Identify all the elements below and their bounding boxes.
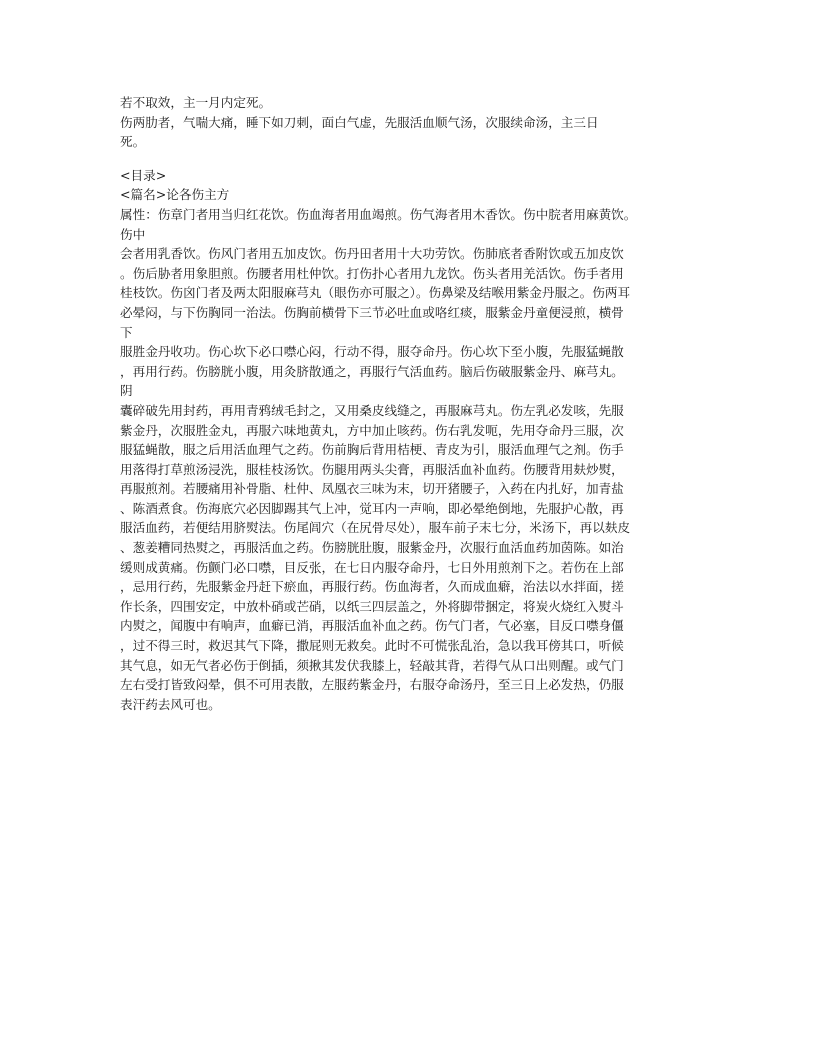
paragraph-gap: [120, 152, 700, 166]
section-block: [120, 166, 700, 715]
text-line: 伤两肋者，气喘大痛，睡下如刀刺，面白气虚，先服活血顺气汤，次服续命汤，主三日: [120, 114, 599, 130]
text-line: 桂枝饮。伤囟门者及两太阳服麻芎丸（眼伤亦可服之）。伤鼻梁及结喉用紫金丹服之。伤两耳: [120, 285, 631, 301]
text-line: 作长条，四围安定，中放朴硝或芒硝，以纸三四层盖之，外将脚带捆定，将炭火烧红入熨斗: [120, 598, 624, 614]
text-line: 、陈酒煮食。伤海底穴必因脚踢其气上冲，觉耳内一声响，即必晕绝倒地，先服护心散，再: [120, 500, 624, 516]
text-line: 死。: [120, 134, 146, 150]
text-line: 再服煎剂。若腰痛用补骨脂、杜仲、凤凰衣三味为末，切开猪腰子，入药在内扎好，加青盐: [120, 481, 624, 497]
text-line: 、葱姜糟同热熨之，再服活血之药。伤膀胱肚腹，服紫金丹，次服行血活血药加茵陈。如治: [120, 540, 624, 556]
text-line: 表汗药去风可也。: [120, 696, 221, 712]
text-line: 其气息，如无气者必伤于倒插，须揪其发伏我膝上，轻敲其背，若得气从口出则醒。或气门: [120, 657, 624, 673]
text-line: 若不取效，主一月内定死。: [120, 95, 272, 110]
text-line: ，忌用行药，先服紫金丹赶下瘀血，再服行药。伤血海者，久而成血癖，治法以水拌面，搓: [120, 579, 624, 595]
text-line: 服猛蝇散，服之后用活血理气之药。伤前胸后背用桔梗、青皮为引，服活血理气之剂。伤手: [120, 442, 624, 458]
text-line: 属性：伤章门者用当归红花饮。伤血海者用血竭煎。伤气海者用木香饮。伤中脘者用麻黄饮。: [120, 206, 637, 222]
text-line: ，过不得三时，救迟其气下降，撒屁则无救矣。此时不可慌张乱治，急以我耳傍其口，听候: [120, 638, 624, 654]
text-line: 必晕闷，与下伤胸同一治法。伤胸前横骨下三节必吐血或咯红痰，服紫金丹童便浸煎，横骨: [120, 304, 624, 320]
intro-block: [120, 93, 700, 152]
text-line: ，再用行药。伤膀胱小腹，用灸脐散通之，再服行气活血药。脑后伤破服紫金丹、麻芎丸。: [120, 363, 624, 379]
text-line: 下: [120, 324, 133, 340]
chapter-title: <篇名>论各伤主方: [120, 187, 230, 203]
text-line: 。伤后胁者用象胆煎。伤腰者用杜仲饮。打伤扑心者用九龙饮。伤头者用羌活饮。伤手者用: [120, 265, 624, 281]
text-line: 会者用乳香饮。伤风门者用五加皮饮。伤丹田者用十大功劳饮。伤肺底者香附饮或五加皮饮: [120, 246, 624, 262]
text-line: 伤中: [120, 226, 146, 242]
document-page: [120, 93, 700, 714]
text-line: 服活血药，若便结用脐熨法。伤尾闾穴（在尻骨尽处），服车前子末七分，米汤下，再以麸皮: [120, 520, 631, 536]
toc-marker: <目录>: [120, 167, 167, 183]
text-line: 缓则成黄痛。伤颤门必口噤，目反张，在七日内服夺命丹，七日外用煎剂下之。若伤在上部: [120, 559, 624, 575]
text-line: 用落得打草煎汤浸洗，服桂枝汤饮。伤腿用两头尖膏，再服活血补血药。伤腰背用麸炒熨，: [120, 461, 624, 477]
text-line: 阴: [120, 383, 133, 399]
text-line: 内熨之，闻腹中有响声，血癖已消，再服活血补血之药。伤气门者，气必塞，目反口噤身僵: [120, 618, 624, 634]
text-line: 服胜金丹收功。伤心坎下必口噤心闷，行动不得，服夺命丹。伤心坎下至小腹，先服猛蝇散: [120, 344, 624, 360]
text-line: 左右受打皆致闷晕，俱不可用表散，左服药紫金丹，右服夺命汤丹，至三日上必发热，仍服: [120, 677, 624, 693]
text-line: 紫金丹，次服胜金丸，再服六味地黄丸，方中加止咳药。伤右乳发呃，先用夺命丹三服，次: [120, 422, 624, 438]
text-line: 囊碎破先用封药，再用青鸦绒毛封之，又用桑皮线缝之，再服麻芎丸。伤左乳必发咳，先服: [120, 402, 624, 418]
